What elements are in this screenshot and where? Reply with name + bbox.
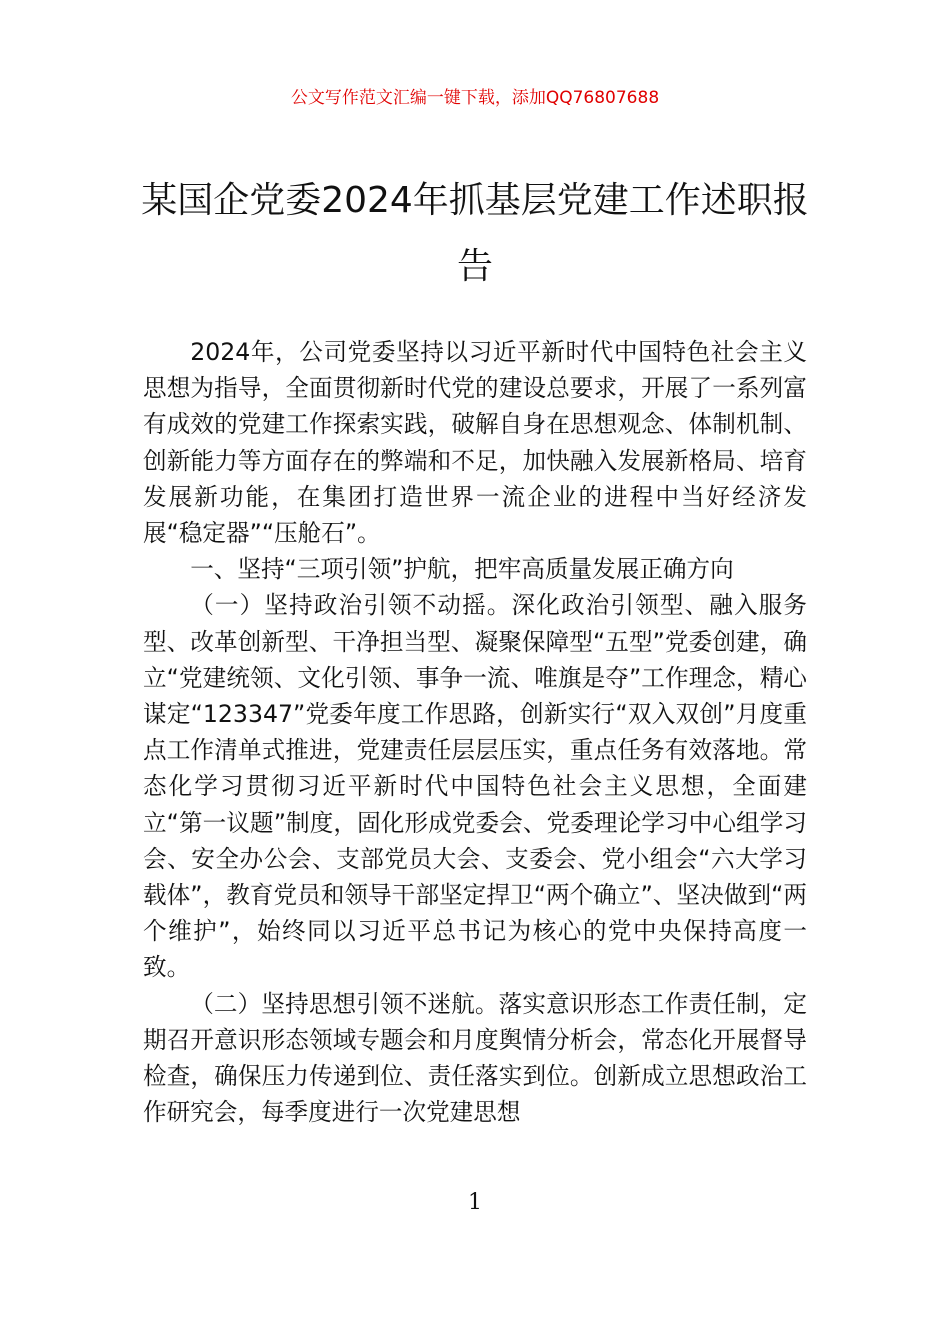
subsection-paragraph: （一）坚持政治引领不动摇。深化政治引领型、融入服务型、改革创新型、干净担当型、凝聚保障型“五型”党委创建，确立“党建统领、文化引领、事争一流、唯旗是夺”工作理念，精心谋定“123347”党委年度工作思路，创新实行“双入双创”月度重点工作清单式推进，党建责任层层压实，重点任务有效落地。常态化学习贯彻习近平新时代中国特色社会主义思想，全面建立“第一议题”制度，固化形成党委会、党委理论学习中心组学习会、安全办公会、支部党员大会、支委会、党小组会“六大学习载体”，教育党员和领导干部坚定捍卫“两个确立”、坚决做到“两个维护”，始终同以习近平总书记为核心的党中央保持高度一致。 [143, 591, 807, 982]
page-number: 1 [468, 1190, 482, 1215]
section-heading: 一、坚持“三项引领”护航，把牢高质量发展正确方向 [190, 555, 734, 584]
subsection-paragraph: （二）坚持思想引领不迷航。落实意识形态工作责任制，定期召开意识形态领域专题会和月度舆情分析会，常态化开展督导检查，确保压力传递到位、责任落实到位。创新成立思想政治工作研究会，每季度进行一次党建思想 [143, 989, 807, 1127]
intro-paragraph: 2024年，公司党委坚持以习近平新时代中国特色社会主义思想为指导，全面贯彻新时代党的建设总要求，开展了一系列富有成效的党建工作探索实践，破解自身在思想观念、体制机制、创新能力等方面存在的弊端和不足，加快融入发展新格局、培育发展新功能，在集团打造世界一流企业的进程中当好经济发展“稳定器”“压舱石”。 [143, 338, 807, 548]
document-title: 某国企党委2024年抓基层党建工作述职报告 [141, 180, 809, 287]
document-body [143, 334, 807, 1130]
download-notice: 公文写作范文汇编一键下载，添加QQ76807688 [290, 88, 660, 108]
